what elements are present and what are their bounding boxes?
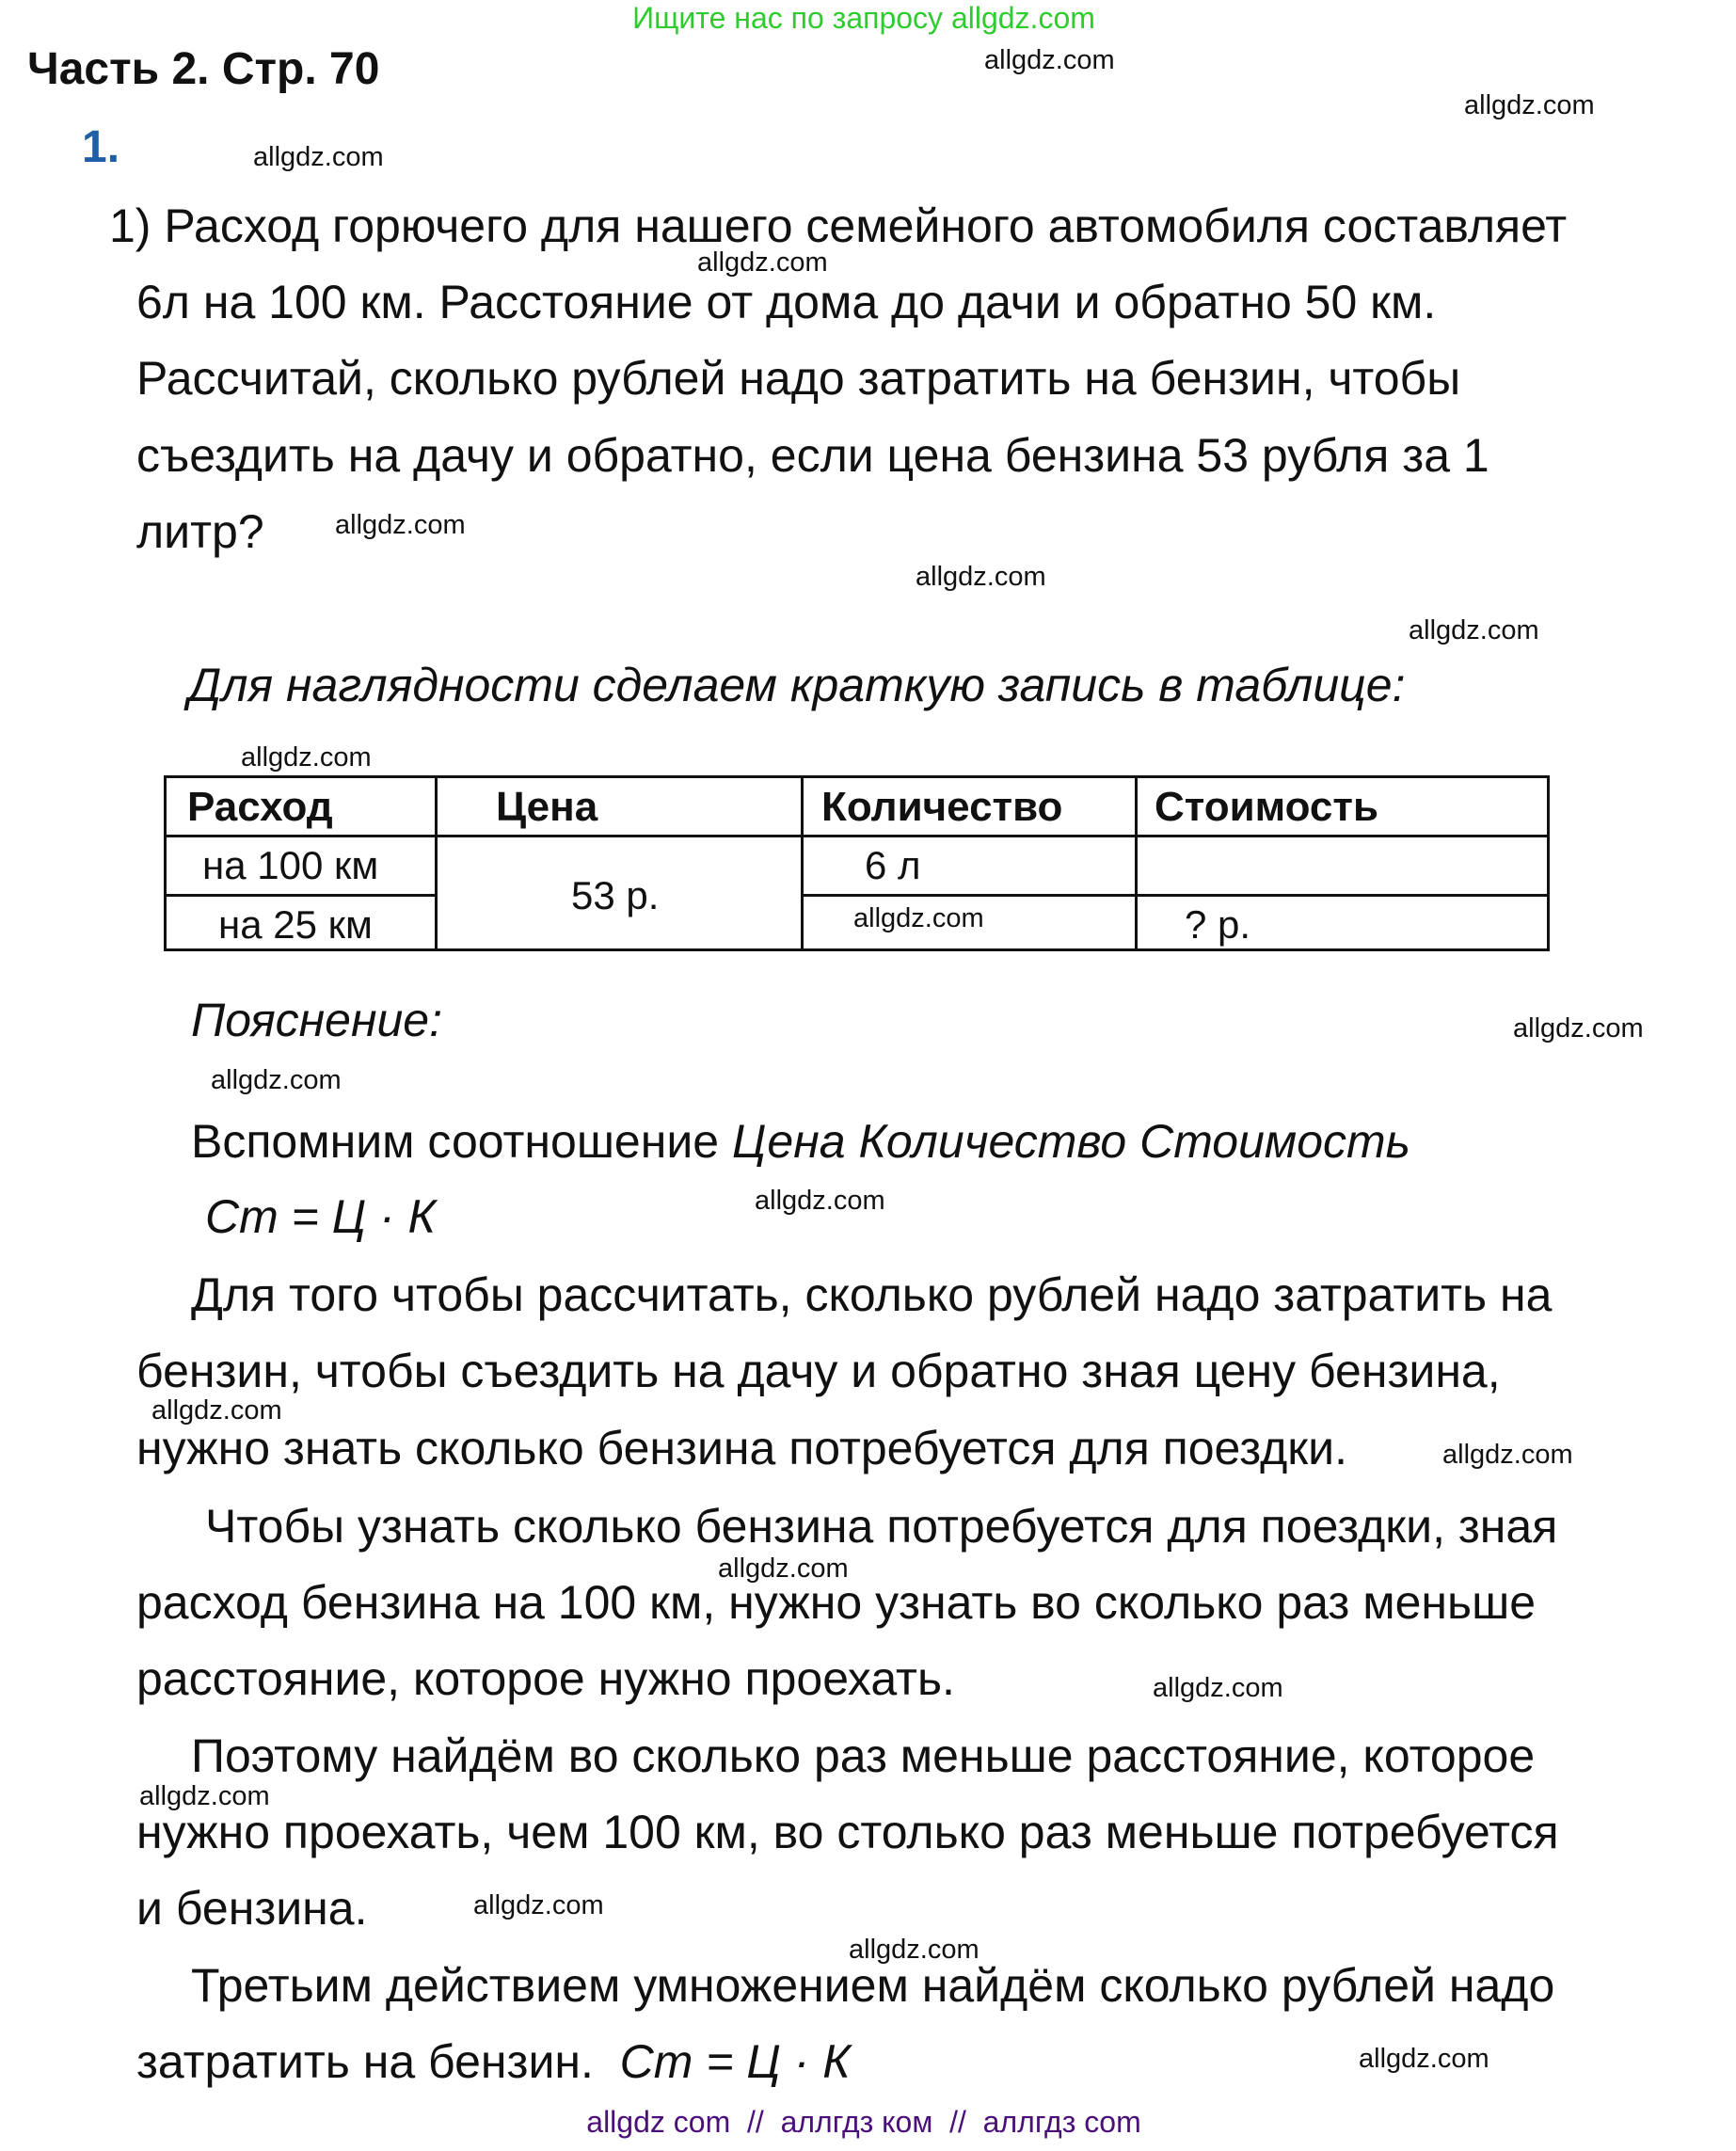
explanation-line: нужно знать сколько бензина потребуется для поездки. [136,1422,1347,1474]
explanation-line: Для того чтобы рассчитать, сколько рублей надо затратить на [191,1268,1553,1321]
last-line-formula: Ст = Ц · К [619,2035,851,2088]
problem-line: литр? [136,505,264,558]
watermark: allgdz.com [1409,615,1539,645]
problem-line: Рассчитай, сколько рублей надо затратить на бензин, чтобы [136,352,1461,405]
table-header: Стоимость [1155,784,1379,830]
formula: Ст = Ц · К [205,1190,436,1243]
watermark: allgdz.com [1442,1440,1573,1470]
watermark: allgdz.com [1359,2044,1489,2074]
page-title: Часть 2. Стр. 70 [27,44,380,94]
explanation-heading: Пояснение: [191,994,442,1046]
table-cell-price: 53 р. [571,873,660,917]
watermark: allgdz.com [984,45,1115,75]
table-cell: 6 л [865,843,921,887]
table-cell: ? р. [1185,902,1251,947]
problem-line: 1) Расход горючего для нашего семейного автомобиля составляет [109,199,1568,252]
watermark: allgdz.com [1153,1673,1283,1703]
table-cell: на 100 км [202,843,379,887]
table-header: Количество [821,784,1063,830]
watermark: allgdz.com [473,1890,604,1920]
top-banner: Ищите нас по запросу allgdz.com [632,1,1095,35]
explanation-line: бензин, чтобы съездить на дачу и обратно зная цену бензина, [136,1345,1501,1397]
problem-line: 6л на 100 км. Расстояние от дома до дачи и обратно 50 км. [136,276,1437,328]
watermark: allgdz.com [335,510,466,540]
problem-line: съездить на дачу и обратно, если цена бензина 53 рубля за 1 [136,429,1489,482]
explanation-line: Чтобы узнать сколько бензина потребуется для поездки, зная [205,1500,1558,1553]
watermark: allgdz.com [755,1186,885,1216]
last-line [136,2033,851,2090]
watermark: allgdz.com [916,562,1046,592]
watermark: allgdz.com [853,903,984,933]
table-header: Цена [496,784,598,830]
relation-terms: Цена Количество Стоимость [731,1115,1410,1168]
explanation-line: расход бензина на 100 км, нужно узнать во сколько раз меньше [136,1576,1537,1629]
watermark: allgdz.com [139,1781,270,1811]
explanation-line: расстояние, которое нужно проехать. [136,1652,955,1705]
table-cell: на 25 км [218,902,373,947]
relation-line [191,1113,1410,1170]
watermark: allgdz.com [151,1395,282,1426]
table-header: Расход [187,784,333,830]
watermark: allgdz.com [211,1065,342,1095]
watermark: allgdz.com [1464,90,1595,120]
watermark: allgdz.com [697,247,828,278]
task-number: 1. [82,122,120,172]
explanation-line: и бензина. [136,1882,368,1935]
watermark: allgdz.com [253,142,384,172]
explanation-line: нужно проехать, чем 100 км, во столько раз меньше потребуется [136,1806,1559,1858]
watermark: allgdz.com [718,1554,849,1584]
watermark: allgdz.com [849,1935,979,1965]
explanation-line: Поэтому найдём во сколько раз меньше расстояние, которое [191,1729,1536,1782]
relation-prefix: Вспомним соотношение [191,1115,732,1168]
watermark: allgdz.com [1513,1013,1644,1044]
watermark: allgdz.com [241,742,372,773]
footer-watermark: allgdz com // аллгдз ком // аллгдз com [586,2105,1141,2139]
explanation-line: Третьим действием умножением найдём сколько рублей надо [191,1959,1555,2012]
table-intro: Для наглядности сделаем краткую запись в таблице: [188,659,1406,711]
last-line-prefix: затратить на бензин. [136,2035,620,2088]
